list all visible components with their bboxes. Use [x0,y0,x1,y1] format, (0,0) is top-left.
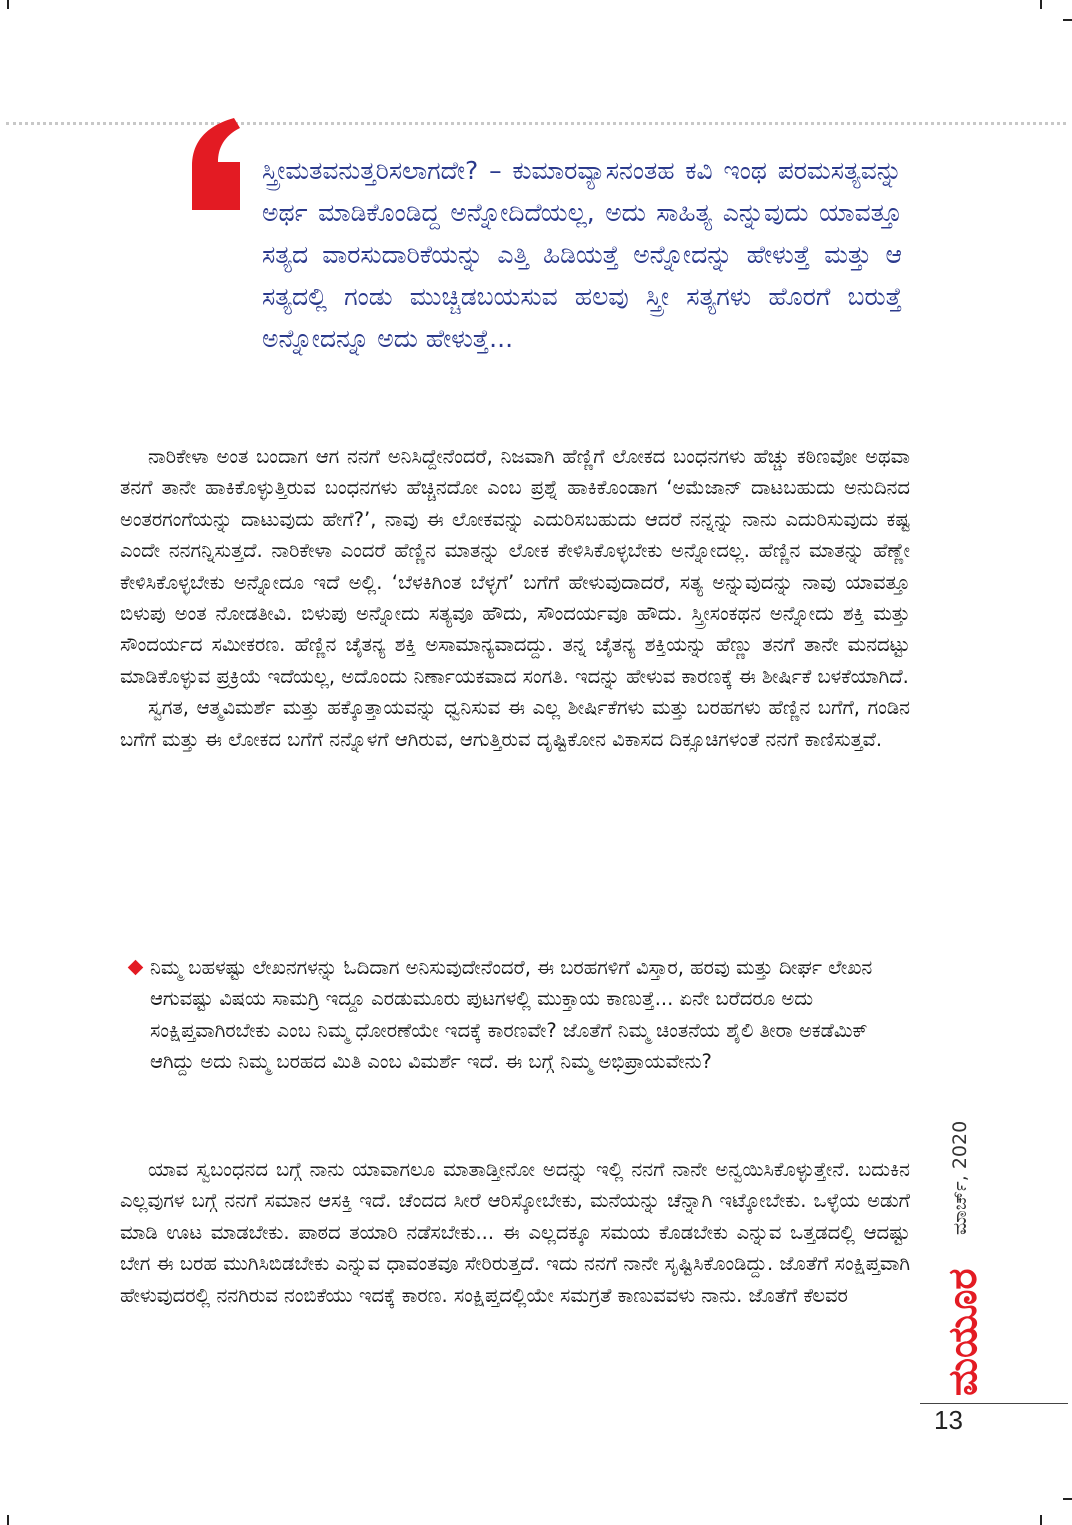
crop-mark-right-upper [1063,19,1072,21]
body-paragraph-2: ಸ್ವಗತ, ಆತ್ಮವಿಮರ್ಶೆ ಮತ್ತು ಹಕ್ಕೊತ್ತಾಯವನ್ನು ಧ್ವನಿಸುವ ಈ ಎಲ್ಲ ಶೀರ್ಷಿಕೆಗಳು ಮತ್ತು ಬರಹಗಳು ಹೆಣ್ಣಿನ ಬಗೆಗೆ, ಗಂಡಿನ ಬಗೆಗೆ ಮತ್ತು ಈ ಲೋಕದ ಬಗೆಗೆ ನನ್ನೊಳಗೆ ಆಗಿರುವ, ಆಗುತ್ತಿರುವ ದೃಷ್ಟಿಕೋನ ವಿಕಾಸದ ದಿಕ್ಸೂಚಿಗಳಂತೆ ನನಗೆ ಕಾಣಿಸುತ್ತವೆ. [120,696,910,751]
question-text: ನಿಮ್ಮ ಬಹಳಷ್ಟು ಲೇಖನಗಳನ್ನು ಓದಿದಾಗ ಅನಿಸುವುದೇನೆಂದರೆ, ಈ ಬರಹಗಳಿಗೆ ವಿಸ್ತಾರ, ಹರವು ಮತ್ತು ದೀರ್ಘ ಲೇಖನ ಆಗುವಷ್ಟು ವಿಷಯ ಸಾಮಗ್ರಿ ಇದ್ದೂ ಎರಡುಮೂರು ಪುಟಗಳಲ್ಲಿ ಮುಕ್ತಾಯ ಕಾಣುತ್ತೆ... ಏನೇ ಬರೆದರೂ ಅದು ಸಂಕ್ಷಿಪ್ತವಾಗಿರಬೇಕು ಎಂಬ ನಿಮ್ಮ ಧೋರಣೆಯೇ ಇದಕ್ಕೆ ಕಾರಣವೇ? ಜೊತೆಗೆ ನಿಮ್ಮ ಚಿಂತನೆಯ ಶೈಲಿ ತೀರಾ ಅಕಡೆಮಿಕ್ ಆಗಿದ್ದು ಅದು ನಿಮ್ಮ ಬರಹದ ಮಿತಿ ಎಂಬ ವಿಮರ್ಶೆ ಇದೆ. ಈ ಬಗ್ಗೆ ನಿಮ್ಮ ಅಭಿಪ್ರಾಯವೇನು? [150,956,873,1074]
magazine-logo [926,1250,986,1400]
magazine-logo-text: ಮಯೂರ [940,1268,986,1396]
diamond-bullet-icon [128,960,144,976]
crop-mark-bottom-left [7,1515,9,1525]
interview-question [128,952,890,1078]
crop-mark-bottom-right [1040,1515,1042,1525]
crop-mark-right-lower [1063,1498,1072,1500]
dotted-separator [6,122,1066,125]
page-number: 13 [934,1405,963,1435]
issue-date-text: ಮಾರ್ಚ್, 2020 [949,1120,971,1235]
quote-mark-icon [190,118,240,210]
pull-quote [262,150,902,360]
body-text [120,441,910,755]
answer-text: ಯಾವ ಸ್ವಬಂಧನದ ಬಗ್ಗೆ ನಾನು ಯಾವಾಗಲೂ ಮಾತಾಡ್ತೀನೋ ಅದನ್ನು ಇಲ್ಲಿ ನನಗೆ ನಾನೇ ಅನ್ವಯಿಸಿಕೊಳ್ಳುತ್ತೇನೆ. ಬದುಕಿನ ಎಲ್ಲವುಗಳ ಬಗ್ಗೆ ನನಗೆ ಸಮಾನ ಆಸಕ್ತಿ ಇದೆ. ಚೆಂದದ ಸೀರೆ ಆರಿಸ್ಕೋಬೇಕು, ಮನೆಯನ್ನು ಚೆನ್ನಾಗಿ ಇಟ್ಕೋಬೇಕು. ಒಳ್ಳೆಯ ಅಡುಗೆ ಮಾಡಿ ಊಟ ಮಾಡಬೇಕು. ಪಾಠದ ತಯಾರಿ ನಡೆಸಬೇಕು... ಈ ಎಲ್ಲದಕ್ಕೂ ಸಮಯ ಕೊಡಬೇಕು ಎನ್ನುವ ಒತ್ತಡದಲ್ಲಿ ಆದಷ್ಟು ಬೇಗ ಈ ಬರಹ ಮುಗಿಸಿಬಿಡಬೇಕು ಎನ್ನುವ ಧಾವಂತವೂ ಸೇರಿರುತ್ತದೆ. ಇದು ನನಗೆ ನಾನೇ ಸೃಷ್ಟಿಸಿಕೊಂಡಿದ್ದು. ಜೊತೆಗೆ ಸಂಕ್ಷಿಪ್ತವಾಗಿ ಹೇಳುವುದರಲ್ಲಿ ನನಗಿರುವ ನಂಬಿಕೆಯು ಇದಕ್ಕೆ ಕಾರಣ. ಸಂಕ್ಷಿಪ್ತದಲ್ಲಿಯೇ ಸಮಗ್ರತೆ ಕಾಣುವವಳು ನಾನು. ಜೊತೆಗೆ ಕೆಲವರ [120,1158,910,1307]
body-paragraph-1: ನಾರಿಕೇಳಾ ಅಂತ ಬಂದಾಗ ಆಗ ನನಗೆ ಅನಿಸಿದ್ದೇನೆಂದರೆ, ನಿಜವಾಗಿ ಹೆಣ್ಣಿಗೆ ಲೋಕದ ಬಂಧನಗಳು ಹೆಚ್ಚು ಕಠಿಣವೋ ಅಥವಾ ತನಗೆ ತಾನೇ ಹಾಕಿಕೊಳ್ಳುತ್ತಿರುವ ಬಂಧನಗಳು ಹೆಚ್ಚಿನದೋ ಎಂಬ ಪ್ರಶ್ನೆ ಹಾಕಿಕೊಂಡಾಗ ‘ಅಮೆಜಾನ್ ದಾಟಬಹುದು ಅನುದಿನದ ಅಂತರಗಂಗೆಯನ್ನು ದಾಟುವುದು ಹೇಗೆ?’, ನಾವು ಈ ಲೋಕವನ್ನು ಎದುರಿಸಬಹುದು ಆದರೆ ನನ್ನನ್ನು ನಾನು ಎದುರಿಸುವುದು ಕಷ್ಟ ಎಂದೇ ನನಗನ್ನಿಸುತ್ತದೆ. ನಾರಿಕೇಳಾ ಎಂದರೆ ಹೆಣ್ಣಿನ ಮಾತನ್ನು ಲೋಕ ಕೇಳಿಸಿಕೊಳ್ಳಬೇಕು ಅನ್ನೋದಲ್ಲ. ಹೆಣ್ಣಿನ ಮಾತನ್ನು ಹೆಣ್ಣೇ ಕೇಳಿಸಿಕೊಳ್ಳಬೇಕು ಅನ್ನೋದೂ ಇದೆ ಅಲ್ಲಿ. ‘ಬೆಳಕಿಗಿಂತ ಬೆಳ್ಳಗೆ’ ಬಗೆಗೆ ಹೇಳುವುದಾದರೆ, ಸತ್ಯ ಅನ್ನುವುದನ್ನು ನಾವು ಯಾವತ್ತೂ ಬಿಳುಪು ಅಂತ ನೋಡತೀವಿ. ಬಿಳುಪು ಅನ್ನೋದು ಸತ್ಯವೂ ಹೌದು, ಸೌಂದರ್ಯವೂ ಹೌದು. ಸ್ತ್ರೀಸಂಕಥನ ಅನ್ನೋದು ಶಕ್ತಿ ಮತ್ತು ಸೌಂದರ್ಯದ ಸಮೀಕರಣ. ಹೆಣ್ಣಿನ ಚೈತನ್ಯ ಶಕ್ತಿ ಅಸಾಮಾನ್ಯವಾದದ್ದು. ತನ್ನ ಚೈತನ್ಯ ಶಕ್ತಿಯನ್ನು ಹೆಣ್ಣು ತನಗೆ ತಾನೇ ಮನದಟ್ಟು ಮಾಡಿಕೊಳ್ಳುವ ಪ್ರಕ್ರಿಯೆ ಇದೆಯಲ್ಲ, ಅದೊಂದು ನಿರ್ಣಾಯಕವಾದ ಸಂಗತಿ. ಇದನ್ನು ಹೇಳುವ ಕಾರಣಕ್ಕೆ ಈ ಶೀರ್ಷಿಕೆ ಬಳಕೆಯಾಗಿದೆ. [120,445,910,688]
crop-mark-top-left [7,0,9,9]
answer-block [120,1154,910,1311]
issue-date [928,1080,984,1240]
page-number-rule [920,1403,1068,1404]
pull-quote-text: ಸ್ತ್ರೀಮತವನುತ್ತರಿಸಲಾಗದೇ? – ಕುಮಾರವ್ಯಾಸನಂತಹ ಕವಿ ಇಂಥ ಪರಮಸತ್ಯವನ್ನು ಅರ್ಥ ಮಾಡಿಕೊಂಡಿದ್ದ ಅನ್ನೋದಿದೆಯಲ್ಲ, ಅದು ಸಾಹಿತ್ಯ ಎನ್ನುವುದು ಯಾವತ್ತೂ ಸತ್ಯದ ವಾರಸುದಾರಿಕೆಯನ್ನು ಎತ್ತಿ ಹಿಡಿಯತ್ತೆ ಅನ್ನೋದನ್ನು ಹೇಳುತ್ತೆ ಮತ್ತು ಆ ಸತ್ಯದಲ್ಲಿ ಗಂಡು ಮುಚ್ಚಿಡಬಯಸುವ ಹಲವು ಸ್ತ್ರೀ ಸತ್ಯಗಳು ಹೊರಗೆ ಬರುತ್ತೆ ಅನ್ನೋದನ್ನೂ ಅದು ಹೇಳುತ್ತೆ... [262,156,902,353]
crop-mark-top-right [1040,0,1042,9]
